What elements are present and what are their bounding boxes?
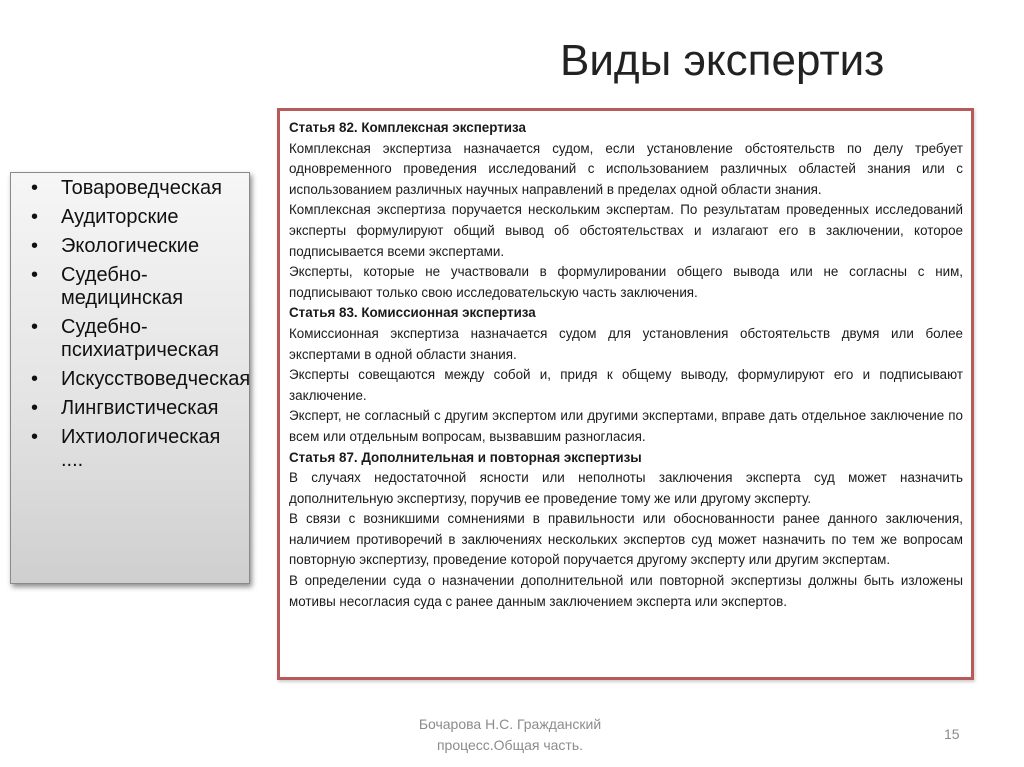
article-heading: Статья 87. Дополнительная и повторная экспертизы	[289, 449, 642, 465]
footer-line-2: процесс.Общая часть.	[436, 737, 584, 753]
expertise-type-item	[19, 316, 241, 362]
bullet-icon: •	[31, 177, 39, 199]
page-number: 15	[944, 726, 960, 742]
bullet-icon: •	[31, 316, 39, 338]
article-paragraph: В случаях недостаточной ясности или неполноты заключения эксперта суд может назначить дополнительную экспертизу, поручив ее проведение тому же или другому эксперту.	[289, 470, 963, 506]
expertise-type-label: Товароведческая	[61, 177, 222, 199]
expertise-type-item	[19, 397, 241, 420]
article-paragraph: Эксперты, которые не участвовали в формулировании общего вывода или не согласны с ним, подписывают только свою исследовательскую часть заключения.	[289, 264, 963, 300]
article-paragraph: Комплексная экспертиза назначается судом, если установление обстоятельств по делу требует одновременного проведения исследований с использованием различных областей знания или с использованием различных научных направлений в пределах одной области знания.	[289, 140, 963, 197]
article-heading: Статья 82. Комплексная экспертиза	[289, 120, 526, 135]
law-articles-panel	[277, 108, 974, 680]
expertise-type-label: Судебно-медицинская	[61, 264, 184, 309]
expertise-type-item	[19, 177, 241, 200]
bullet-icon: •	[31, 206, 39, 228]
expertise-type-label: Экологические	[61, 235, 200, 257]
expertise-type-label: Аудиторские	[61, 206, 179, 228]
expertise-type-item	[19, 206, 241, 229]
bullet-icon: •	[31, 368, 39, 390]
expertise-types-list	[19, 177, 251, 472]
article-paragraph: Эксперт, не согласный с другим экспертом или другими экспертами, вправе дать отдельное заключение по всем или отдельным вопросам, вызвавшим разногласия.	[289, 408, 963, 444]
slide-title: Виды экспертиз	[560, 36, 885, 85]
expertise-type-item	[19, 368, 251, 391]
bullet-icon: •	[31, 397, 39, 419]
expertise-type-label: Судебно-психиатрическая	[61, 316, 219, 361]
expertise-type-item	[19, 235, 241, 258]
article-paragraph: В связи с возникшими сомнениями в правильности или обоснованности ранее данного заключения, наличием противоречий в заключениях нескольких экспертов суд может назначить по тем же вопросам повторную экспертизу, проведение которой поручается другому эксперту или другим экспертам.	[289, 511, 963, 568]
bullet-icon: •	[31, 235, 39, 257]
bullet-icon: •	[31, 426, 39, 448]
expertise-type-item	[19, 264, 241, 310]
bullet-icon: •	[31, 264, 39, 286]
footer-author	[400, 714, 620, 756]
expertise-types-panel	[10, 172, 250, 584]
expertise-type-label: Ихтиологическая ....	[61, 426, 221, 471]
article-heading: Статья 83. Комиссионная экспертиза	[289, 305, 536, 321]
article-paragraph: Комиссионная экспертиза назначается судом для установления обстоятельств двумя или более экспертами в одной области знания.	[289, 325, 963, 362]
expertise-type-label: Лингвистическая	[61, 397, 219, 419]
footer-line-1: Бочарова Н.С. Гражданский	[418, 716, 602, 732]
article-paragraph: Эксперты совещаются между собой и, придя к общему выводу, формулируют его и подписывают заключение.	[289, 367, 963, 403]
article-paragraph: В определении суда о назначении дополнительной или повторной экспертизы должны быть изложены мотивы несогласия суда с ранее данным заключением эксперта или экспертов.	[289, 573, 963, 609]
article-paragraph: Комплексная экспертиза поручается нескольким экспертам. По результатам проведенных исследований эксперты формулируют общий вывод об обстоятельствах и излагают его в заключении, которое подписывается всеми экспертами.	[289, 202, 963, 259]
expertise-type-item	[19, 426, 241, 472]
expertise-type-label: Искусствоведческая	[61, 368, 251, 390]
